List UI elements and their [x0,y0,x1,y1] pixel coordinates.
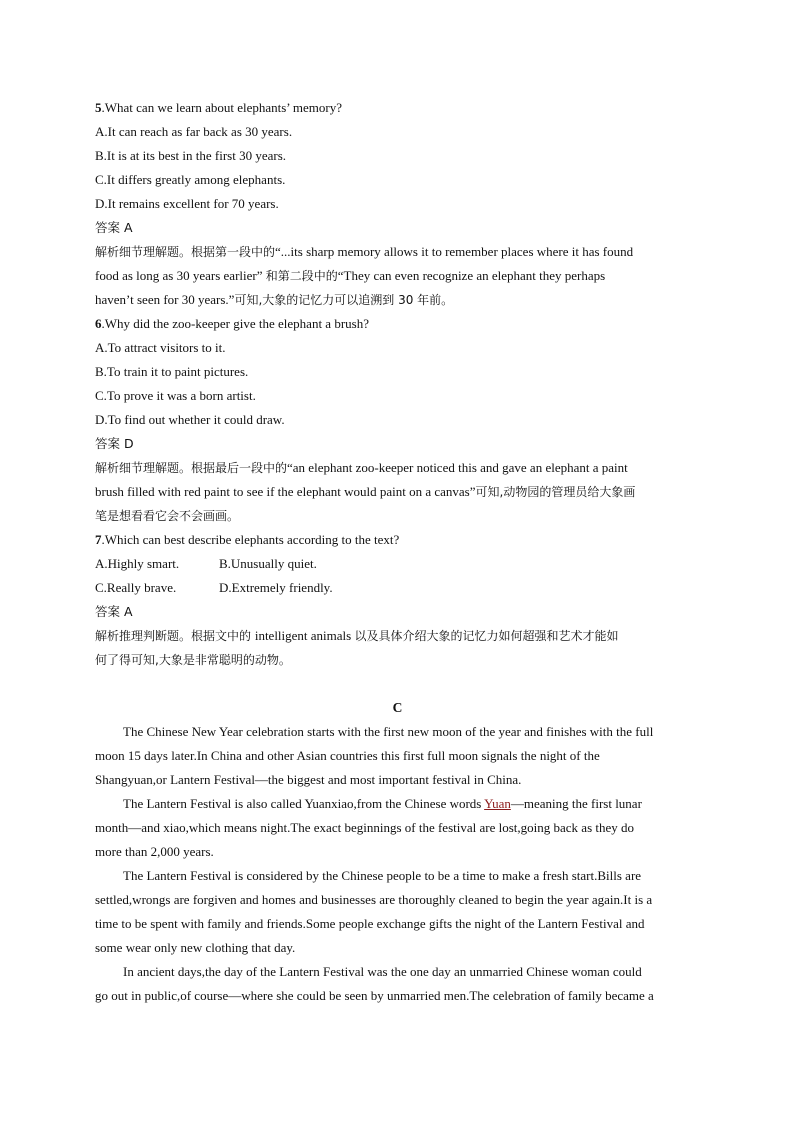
answer-label: 答案 A [95,604,133,619]
option-d: D.Extremely friendly. [219,580,333,595]
analysis-en: haven’t seen for 30 years.” [95,292,235,307]
text-line: Shangyuan,or Lantern Festival—the biggest and most important festival in China. [95,772,522,787]
question-7-stem [95,528,700,552]
analysis-line [95,456,700,480]
document-page [95,96,700,1008]
option-b: B.Unusually quiet. [219,556,317,571]
paragraph-4 [95,960,700,1008]
analysis-zh: 何了得可知,大象是非常聪明的动物。 [95,653,291,667]
analysis-zh: 笔是想看看它会不会画画。 [95,509,240,523]
option-c: C.Really brave. [95,580,177,595]
analysis-en: “an elephant zoo-keeper noticed this and gave an elephant a paint [287,460,628,475]
analysis-line [95,264,700,288]
question-number: 5 [95,100,102,115]
answer-label: 答案 A [95,220,133,235]
analysis-zh: 可知,动物园的管理员给大象画 [475,485,636,499]
analysis-zh: 解析细节理解题。根据最后一段中的 [95,461,288,475]
analysis-zh: 解析细节理解题。根据第一段中的 [95,245,276,259]
analysis-zh: 和第二段中的 [265,269,338,283]
text-line: settled,wrongs are forgiven and homes and businesses are thoroughly cleaned to begin the year again.It is a [95,892,653,907]
analysis-line [95,288,700,312]
option-b: B.It is at its best in the first 30 years. [95,148,287,163]
section-title: C [392,700,403,715]
option-d: D.To find out whether it could draw. [95,412,285,427]
analysis-zh: 解析推理判断题。根据文中的 [95,629,255,643]
question-text: .Which can best describe elephants according to the text? [101,532,400,547]
text-line: The Chinese New Year celebration starts with the first new moon of the year and finishes with the full [123,724,654,739]
question-5-stem [95,96,700,120]
paragraph-2 [95,792,700,864]
question-6-stem [95,312,700,336]
paragraph-3 [95,864,700,960]
analysis-zh: 可知,大象的记忆力可以追溯到 30 年前。 [234,293,454,307]
analysis-zh: 以及具体介绍大象的记忆力如何超强和艺术才能如 [354,629,619,643]
option-a: A.Highly smart. [95,556,180,571]
text-line: go out in public,of course—where she could be seen by unmarried men.The celebration of family became a [95,988,654,1003]
option-d: D.It remains excellent for 70 years. [95,196,279,211]
question-number: 7 [95,532,102,547]
question-number: 6 [95,316,102,331]
analysis-line [95,648,700,672]
option-c: C.It differs greatly among elephants. [95,172,286,187]
analysis-line [95,624,700,648]
text-line: In ancient days,the day of the Lantern Festival was the one day an unmarried Chinese woman could [123,964,642,979]
option-c: C.To prove it was a born artist. [95,388,256,403]
analysis-en: brush filled with red paint to see if the elephant would paint on a canvas” [95,484,476,499]
text-line: some wear only new clothing that day. [95,940,296,955]
text-line: month—and xiao,which means night.The exact beginnings of the festival are lost,going back as they do [95,820,635,835]
text-line: moon 15 days later.In China and other Asian countries this first full moon signals the night of the [95,748,600,763]
analysis-en: “They can even recognize an elephant they perhaps [337,268,606,283]
analysis-line [95,504,700,528]
text-line: time to be spent with family and friends.Some people exchange gifts the night of the Lantern Festival and [95,916,645,931]
underlined-word: Yuan [484,796,511,811]
analysis-line [95,480,700,504]
question-text: .What can we learn about elephants’ memory? [101,100,343,115]
text-line: The Lantern Festival is considered by the Chinese people to be a time to make a fresh start.Bills are [123,868,642,883]
analysis-line [95,240,700,264]
analysis-en: “...its sharp memory allows it to remember places where it has found [275,244,634,259]
paragraph-1 [95,720,700,792]
analysis-en: intelligent animals [254,628,355,643]
options-row [95,552,700,576]
option-a: A.To attract visitors to it. [95,340,226,355]
option-a: A.It can reach as far back as 30 years. [95,124,293,139]
text-line: The Lantern Festival is also called Yuanxiao,from the Chinese words [123,796,485,811]
option-b: B.To train it to paint pictures. [95,364,249,379]
question-text: .Why did the zoo-keeper give the elephant a brush? [101,316,369,331]
text-line: more than 2,000 years. [95,844,214,859]
answer-label: 答案 D [95,436,134,451]
text-line: —meaning the first lunar [510,796,642,811]
options-row [95,576,700,600]
analysis-en: food as long as 30 years earlier” [95,268,266,283]
